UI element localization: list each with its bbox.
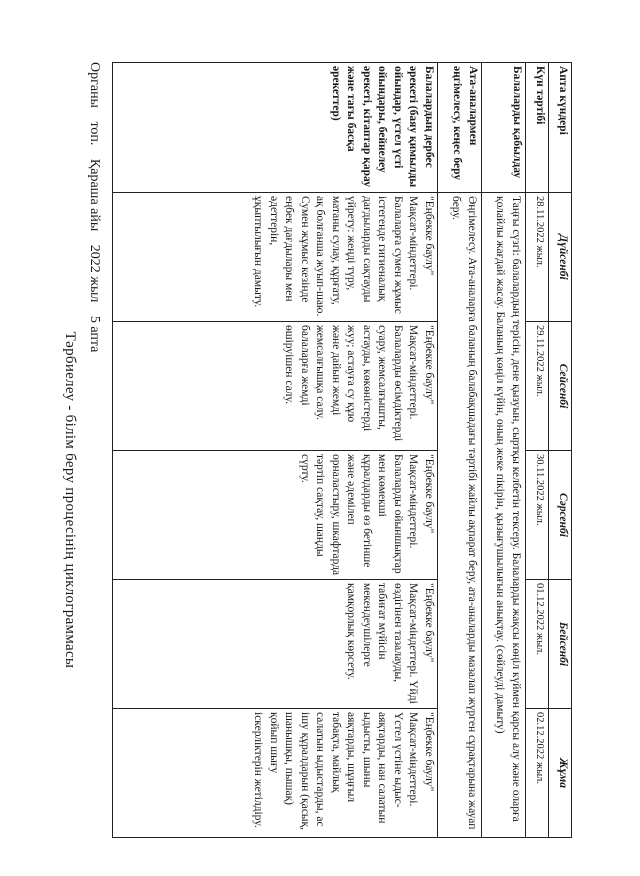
reception-row-header: Балаларды қабылдау (481, 63, 525, 193)
cyclogram-table (112, 62, 572, 838)
day-header-friday: Жұма (548, 709, 571, 838)
date-thursday: 01.12.2022 жыл. (525, 580, 548, 709)
week-label: 5 апта (87, 315, 102, 353)
month-label: Қараша айы (87, 158, 102, 232)
reception-text: Таңғы сүзгі: балалардың терісін, дене қызуын, сыртқы келбетін тексеру. Балаларды жақсы көңіл күймен қарсы алу және оларға қолайлы жағдай жасау. Баланың көңіл күйін, оның жеке пікірін, қызығушылығын анықтау. (сөйлеуді дамыту) (481, 193, 525, 838)
activity-thursday: "Еңбекке баулу" Мақсат-міндеттері. Үйді өздігінен тазалауды, табиғат мүйісін мекендеушілерге қамқорлық көрсету. (113, 580, 438, 709)
routine-row (525, 63, 548, 838)
date-monday: 28.11.2022 жыл. (525, 193, 548, 322)
day-header-wednesday: Сәрсенбі (548, 451, 571, 580)
year-label: 2022 жыл (87, 244, 102, 303)
parents-row-header: Ата-аналармен әңгімелесу, кеңес беру (438, 63, 482, 193)
day-header-thursday: Бейсенбі (548, 580, 571, 709)
document-title: Тәрбиелеу - білім беру процесінің циклограммасы (62, 331, 78, 669)
weekday-row-header: Апта күндері (548, 63, 571, 193)
activity-row-header: Балалардың дербес әрекеті (баяу қимылды ойындар, үстел үсті ойындары, бейнелеу әрекеті, кітаптар қарау және тағы басқа әрекеттер) (113, 63, 438, 193)
reception-row (481, 63, 525, 838)
header-meta (86, 62, 102, 362)
parents-text: Әңгімелесу. Ата-аналарға баланың балабақшадағы тәртібі жайлы ақпарат беру, ата-аналарды мазалап жүрген сұрақтарына жауап беру. (438, 193, 482, 838)
weekday-row (548, 63, 571, 838)
day-header-tuesday: Сейсенбі (548, 322, 571, 451)
date-tuesday: 29.11.2022 жыл. (525, 322, 548, 451)
date-friday: 02.12.2022 жыл. (525, 709, 548, 838)
activity-friday: "Еңбекке баулу" Мақсат-міндеттері. Үстел үстіне ыдыс-аяқтарды, нан салатын ыдысты, шыны аяқтарды, шұңғыл табақта, майлық салатын ыдыстарды, ас ішу құралдарын (қасық, шанышқы, пышақ) қойып шығу іскерліктерін жетілдіру. (113, 709, 438, 838)
activity-wednesday: "Еңбекке баулу" Мақсат-міндеттері. Балаларды ойыншықтар мен көмекші құралдарды өз бетінше және әдемілеп орналастыру, шкафтарда тәртіп сақтау, шаңды сүрту. (113, 451, 438, 580)
parents-row (438, 63, 482, 838)
group-label: топ. (87, 121, 102, 146)
day-header-monday: Дүйсенбі (548, 193, 571, 322)
activity-row (113, 63, 438, 838)
date-wednesday: 30.11.2022 жыл. (525, 451, 548, 580)
routine-row-header: Күн тәртібі (525, 63, 548, 193)
activity-monday: "Еңбекке баулу" Мақсат-міндеттері. Балаларға сумен жұмыс істегенде гигиеналық дағдыларды сақтауды үйрету: жеңді түру, матаны сулау, құрғату, ақ болғанша жуып-шаю. Сумен жұмыс кезінде еңбек дағдылары мен әдеттерін, ұқыптылығын дамыту. (113, 193, 438, 322)
org-label: Органы (87, 62, 102, 108)
activity-tuesday: "Еңбекке баулу" Мақсат-міндеттері. Балаларды өсімдіктерді суару, жемсалғышты, астауды, көкөністерді жуу; астауға су құю және дайын жемді жемсалғышқа салу. балаларға жемді өшіруішен салу. (113, 322, 438, 451)
